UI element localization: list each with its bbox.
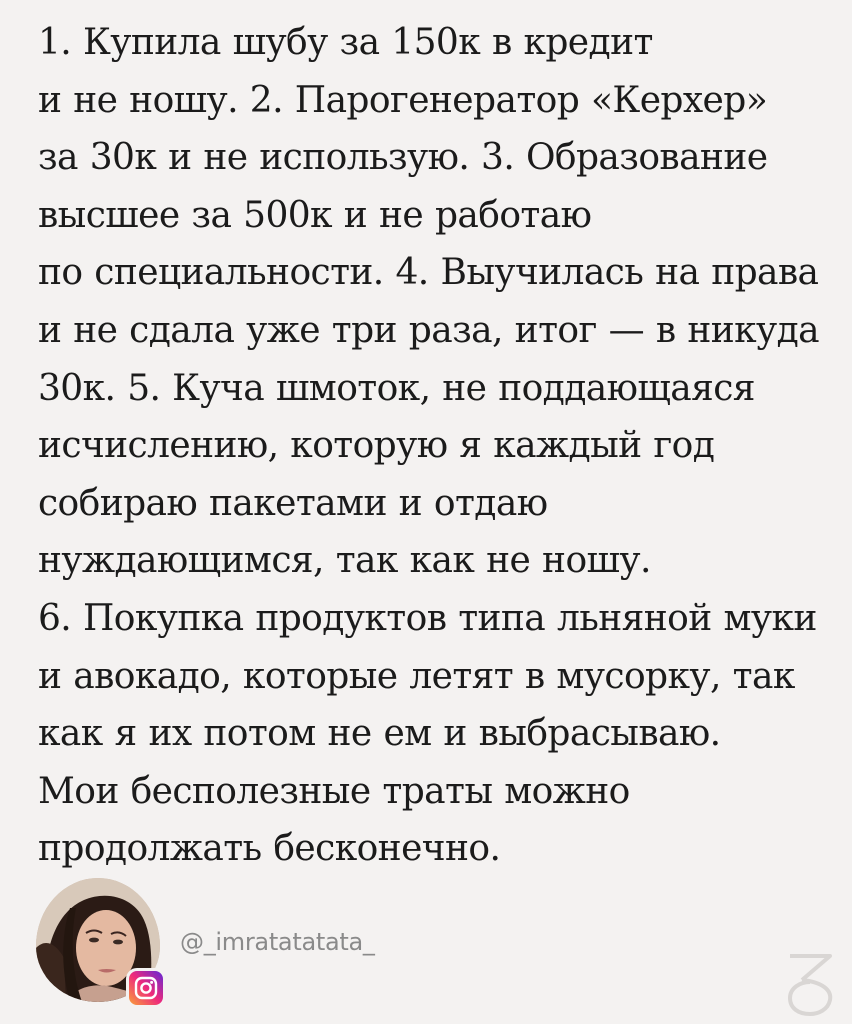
instagram-glyph xyxy=(134,976,158,1000)
quote-line-11: 6. Покупка продуктов типа льняной муки xyxy=(38,597,817,639)
quote-line-4: высшее за 500к и не работаю xyxy=(38,194,592,236)
quote-line-3: за 30к и не использую. 3. Образование xyxy=(38,137,768,179)
quote-line-15: продолжать бесконечно. xyxy=(38,828,501,870)
author-handle[interactable]: @_imratatatata_ xyxy=(180,928,375,956)
brand-logo-icon xyxy=(780,952,840,1016)
quote-line-2: и не ношу. 2. Парогенератор «Керхер» xyxy=(38,79,768,121)
author-block xyxy=(30,878,550,1008)
quote-line-5: по специальности. 4. Выучилась на права xyxy=(38,252,819,294)
quote-line-7: 30к. 5. Куча шмоток, не поддающаяся xyxy=(38,367,755,409)
quote-text xyxy=(38,14,838,878)
brand-logo-glyph xyxy=(780,952,840,1016)
quote-line-6: и не сдала уже три раза, итог — в никуда xyxy=(38,309,820,351)
quote-line-13: как я их потом не ем и выбрасываю. xyxy=(38,713,721,755)
quote-line-9: собираю пакетами и отдаю xyxy=(38,482,548,524)
quote-line-14: Мои бесполезные траты можно xyxy=(38,770,630,812)
quote-line-10: нуждающимся, так как не ношу. xyxy=(38,540,651,582)
quote-line-12: и авокадо, которые летят в мусорку, так xyxy=(38,655,795,697)
quote-line-1: 1. Купила шубу за 150к в кредит xyxy=(38,22,653,63)
instagram-icon[interactable] xyxy=(126,968,166,1008)
quote-line-8: исчислению, которую я каждый год xyxy=(38,425,715,467)
